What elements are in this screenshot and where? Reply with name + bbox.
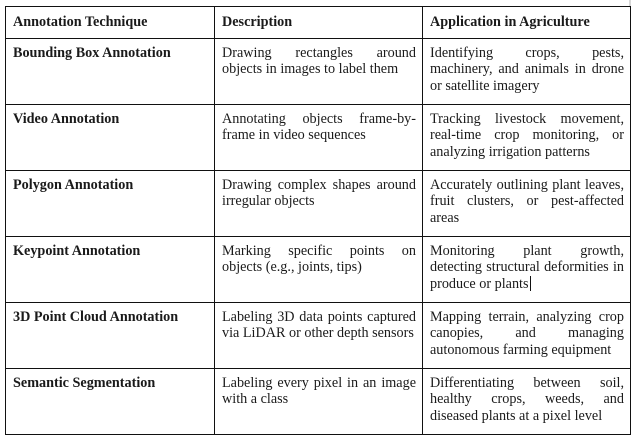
application-cell[interactable]	[423, 39, 631, 105]
table-row	[6, 105, 631, 171]
header-application-label: Application in Agriculture	[430, 14, 590, 30]
text-cursor	[530, 276, 531, 291]
technique-cell[interactable]	[6, 237, 215, 303]
header-description-label: Description	[222, 14, 293, 30]
application-cell[interactable]	[423, 369, 631, 435]
description-text: Labeling 3D data points captured via LiDAR or other depth sensors	[222, 309, 416, 342]
technique-text: Keypoint Annotation	[13, 243, 141, 259]
header-technique-label: Annotation Technique	[13, 14, 148, 30]
application-text: Accurately outlining plant leaves, fruit clusters, or pest-affected areas	[430, 177, 624, 226]
header-description	[215, 7, 423, 39]
table-row	[6, 369, 631, 435]
table-header-row	[6, 7, 631, 39]
table-row	[6, 303, 631, 369]
technique-cell[interactable]	[6, 369, 215, 435]
header-technique	[6, 7, 215, 39]
technique-text: Video Annotation	[13, 111, 120, 127]
application-cell-content	[423, 237, 630, 292]
technique-cell[interactable]	[6, 171, 215, 237]
application-cell[interactable]	[423, 105, 631, 171]
application-text: Tracking livestock movement, real-time crop monitoring, or analyzing irrigation patterns	[430, 111, 624, 160]
description-text: Labeling every pixel in an image with a class	[222, 375, 416, 408]
header-application	[423, 7, 631, 39]
technique-text: 3D Point Cloud Annotation	[13, 309, 179, 325]
description-text: Drawing rectangles around objects in images to label them	[222, 45, 416, 78]
description-cell[interactable]	[215, 303, 423, 369]
description-cell[interactable]	[215, 237, 423, 303]
technique-cell[interactable]	[6, 105, 215, 171]
technique-text: Bounding Box Annotation	[13, 45, 171, 61]
application-text: Differentiating between soil, healthy crops, weeds, and diseased plants at a pixel level	[430, 375, 624, 424]
annotation-techniques-table	[5, 6, 631, 435]
description-cell[interactable]	[215, 105, 423, 171]
description-cell[interactable]	[215, 171, 423, 237]
technique-text: Semantic Segmentation	[13, 375, 156, 391]
application-cell[interactable]	[423, 303, 631, 369]
application-text: Mapping terrain, analyzing crop canopies, and managing autonomous farming equipment	[430, 309, 624, 358]
table-row	[6, 237, 631, 303]
description-cell[interactable]	[215, 39, 423, 105]
application-cell[interactable]	[423, 171, 631, 237]
description-text: Annotating objects frame-by-frame in video sequences	[222, 111, 416, 144]
description-text: Drawing complex shapes around irregular objects	[222, 177, 416, 210]
description-text: Marking specific points on objects (e.g., joints, tips)	[222, 243, 416, 276]
table-row	[6, 39, 631, 105]
application-text: Monitoring plant growth, detecting structural deformities in produce or plants	[430, 243, 624, 292]
technique-text: Polygon Annotation	[13, 177, 134, 193]
application-text: Identifying crops, pests, machinery, and animals in drone or satellite imagery	[430, 45, 624, 94]
application-cell[interactable]	[423, 237, 631, 303]
technique-cell[interactable]	[6, 39, 215, 105]
technique-cell[interactable]	[6, 303, 215, 369]
description-cell[interactable]	[215, 369, 423, 435]
table-row	[6, 171, 631, 237]
